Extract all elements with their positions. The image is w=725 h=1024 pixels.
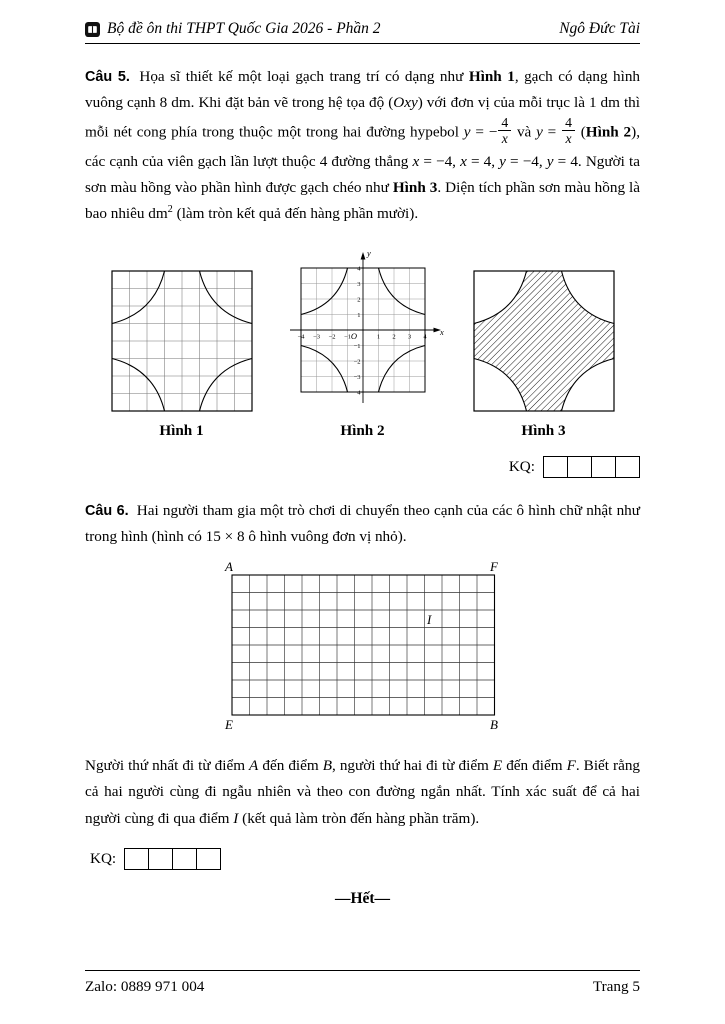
svg-text:2: 2 <box>391 333 396 341</box>
q6-kq-label: KQ: <box>90 850 117 868</box>
figure-3-drawing <box>469 266 619 416</box>
figure-3-caption: Hình 3 <box>521 421 566 439</box>
svg-text:4: 4 <box>356 265 360 273</box>
answer-cell <box>591 456 616 478</box>
figure-hinh-1 <box>107 266 257 440</box>
svg-text:−1: −1 <box>353 342 360 350</box>
svg-text:1: 1 <box>376 333 380 341</box>
svg-text:−2: −2 <box>328 333 335 341</box>
axes <box>290 252 441 403</box>
end-marker: —Hết— <box>334 890 391 908</box>
figure-2-caption: Hình 2 <box>340 421 385 439</box>
svg-text:−4: −4 <box>353 389 360 397</box>
y-axis-arrow <box>360 252 365 260</box>
svg-text:−3: −3 <box>353 373 360 381</box>
answer-cell <box>124 848 149 870</box>
answer-cell <box>172 848 197 870</box>
footer-page-number: Trang 5 <box>592 978 640 995</box>
grid-lines <box>232 575 495 715</box>
document-header <box>85 20 640 44</box>
question-6-text: Câu 6. Hai người tham gia một trò chơi di chuyển theo cạnh của các ô hình chữ nhật như trong hình (hình có 15 × 8 ô hình vuông đơn vị nhỏ). <box>85 501 640 546</box>
figure-hinh-2 <box>277 244 449 440</box>
x-axis-label: x <box>439 326 444 337</box>
svg-text:−3: −3 <box>312 333 320 341</box>
answer-cell <box>196 848 221 870</box>
q5-answer-row <box>85 456 640 478</box>
footer-contact: Zalo: 0889 971 004 <box>85 978 205 995</box>
question-5-text: Câu 5. Họa sĩ thiết kế một loại gạch trang trí có dạng như Hình 1, gạch có dạng hình vuông cạnh 8 dm. Khi đặt bản vẽ trong hệ tọa độ (Oxy) với đơn vị của mỗi trục là 1 dm thì mỗi nét cong phía trong thuộc một trong hai đường hypebol y = − $\frac{4}{x}$ và y = $\frac{4}{x}$ (Hình 2), các cạnh của viên gạch lần lượt thuộc 4 đường thẳng x = −4, x = 4, y = −4, y = 4. Người ta sơn màu hồng vào phần hình được gạch chéo như Hình 3. Diện tích phần sơn màu hồng là bao nhiêu $dm^2$ (làm tròn kết quả đến hàng phần mười). <box>85 68 641 223</box>
answer-cell <box>148 848 173 870</box>
book-icon <box>85 22 100 37</box>
question-6-text-2: Người thứ nhất đi từ điểm A đến điểm B, người thứ hai đi từ điểm E đến điểm F. Biết rằng cả hai người cùng đi ngẫu nhiên và theo con đường ngắn nhất. Tính xác suất để cả hai người cùng đi qua điểm I (kết quả làm tròn đến hàng phần trăm). <box>85 756 641 827</box>
svg-text:3: 3 <box>356 280 360 288</box>
svg-text:−2: −2 <box>353 358 360 366</box>
q6-answer-boxes <box>124 848 221 870</box>
figure-hinh-3 <box>469 266 619 440</box>
grid-figure-drawing <box>220 561 506 733</box>
vertex-label-f: F <box>489 560 498 574</box>
vertex-label-b: B <box>489 716 498 732</box>
point-label-i: I <box>426 611 431 627</box>
svg-text:−4: −4 <box>297 333 304 341</box>
q6-answer-row <box>85 848 640 870</box>
grid-lines <box>112 271 252 411</box>
q5-kq-label: KQ: <box>508 457 535 475</box>
svg-text:−1: −1 <box>343 333 351 341</box>
author-name: Ngô Đức Tài <box>559 20 640 37</box>
vertex-label-a: A <box>224 560 233 574</box>
svg-text:3: 3 <box>407 333 411 341</box>
svg-text:4: 4 <box>422 333 427 341</box>
figure-1-drawing <box>107 266 257 416</box>
answer-cell <box>567 456 592 478</box>
q5-answer-boxes <box>543 456 640 478</box>
figure-1-caption: Hình 1 <box>159 421 204 439</box>
svg-text:2: 2 <box>356 296 360 304</box>
x-axis-tick-labels <box>297 330 427 341</box>
y-axis-label: y <box>366 247 371 258</box>
origin-label: O <box>350 330 357 341</box>
figure-row <box>85 244 640 440</box>
answer-cell <box>543 456 568 478</box>
vertex-label-e: E <box>224 716 233 732</box>
document-title: Bộ đề ôn thi THPT Quốc Gia 2026 - Phần 2 <box>107 20 381 37</box>
svg-text:1: 1 <box>356 311 360 319</box>
figure-grid <box>85 561 640 733</box>
answer-cell <box>615 456 640 478</box>
document-footer <box>85 970 640 996</box>
figure-2-plot <box>277 244 449 416</box>
header-left <box>85 20 381 38</box>
